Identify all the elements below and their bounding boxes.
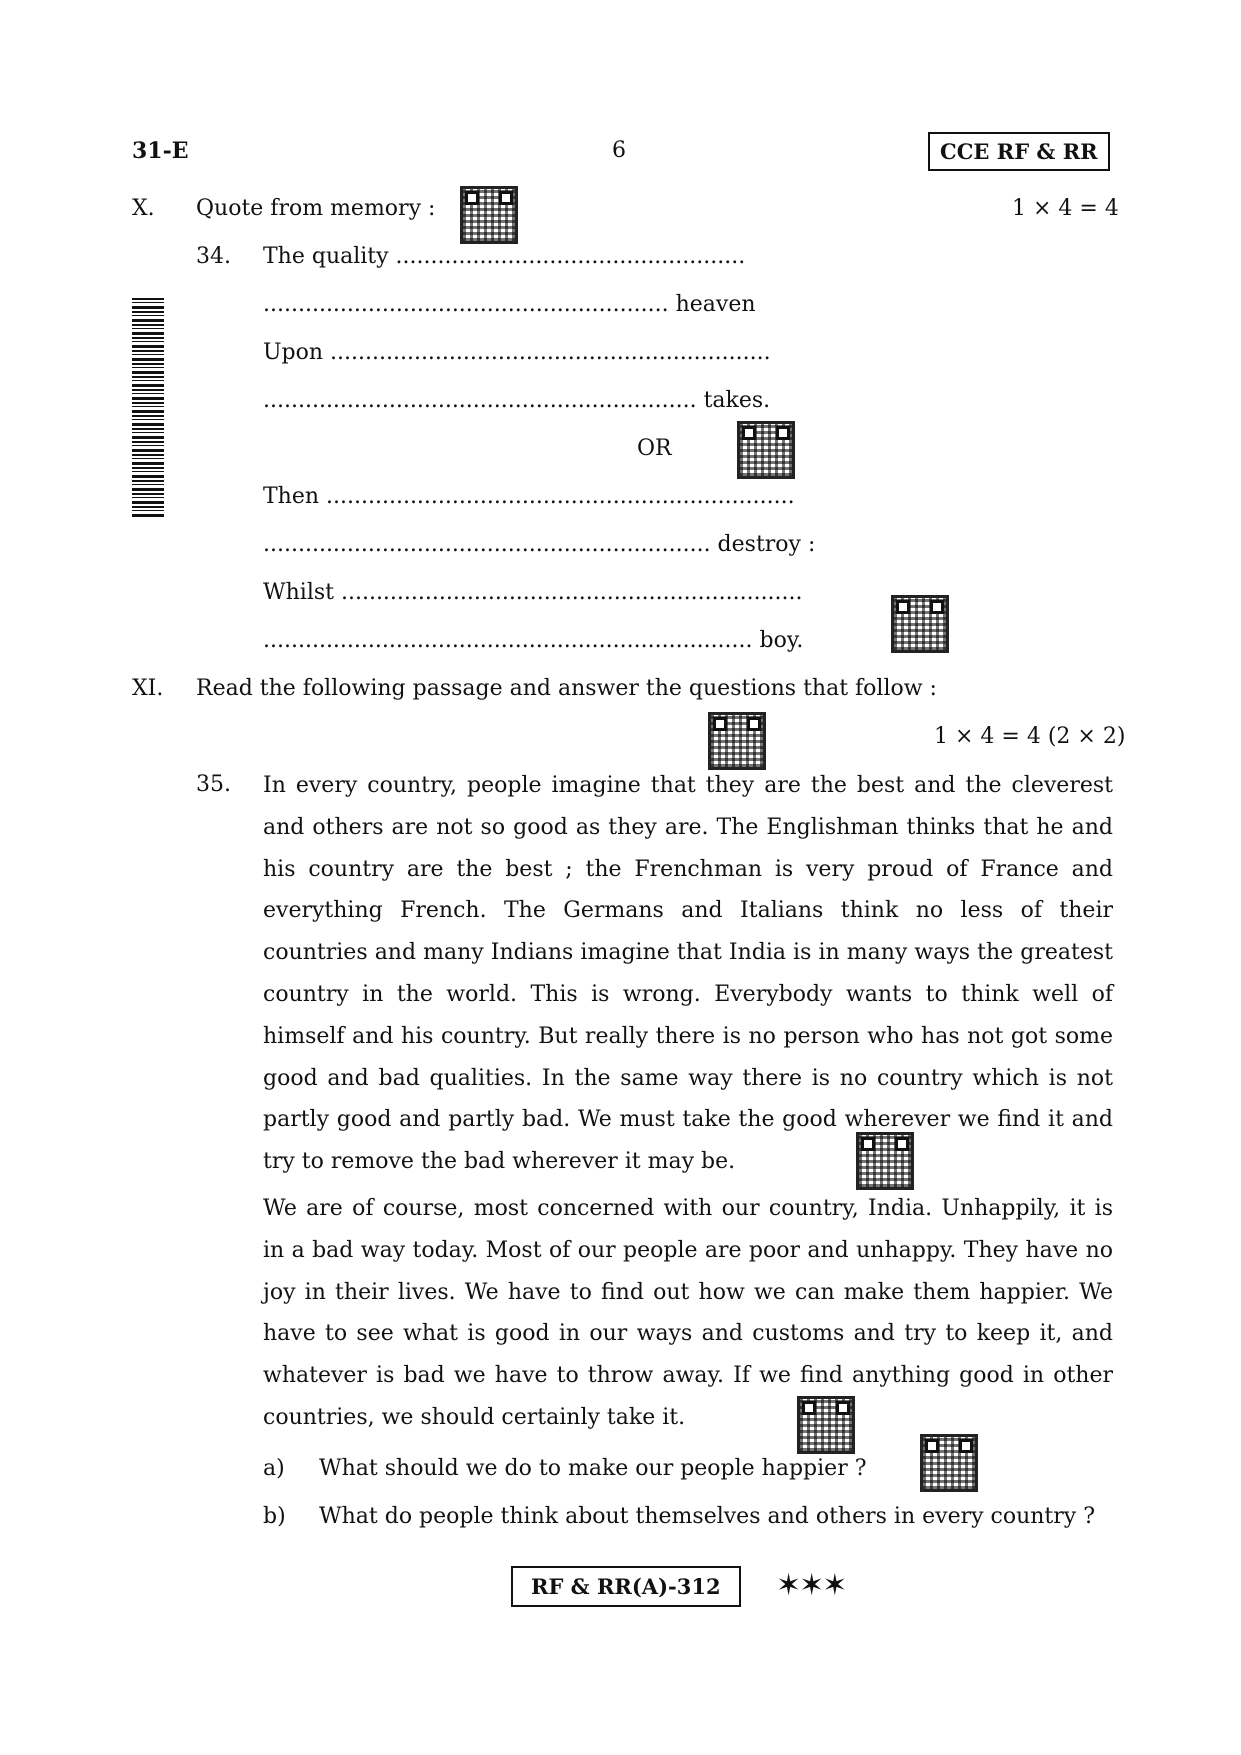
question-34-number: 34. — [196, 244, 231, 269]
barcode-image — [132, 298, 164, 518]
passage-paragraph-1 — [263, 765, 1113, 1183]
poem-line-6: ................................................................ destroy : — [263, 532, 816, 557]
question-b-text: What do people think about themselves and others in every country ? — [319, 1504, 1096, 1529]
section-x-instruction: Quote from memory : — [196, 196, 436, 221]
passage-paragraph-1-text: In every country, people imagine that they are the best and the cleverest and others are not so good as they are. The Englishman thinks that he and his country are the best ; the Frenchman is very proud of France and everything French. The Germans and Italians think no less of their countries and many Indians imagine that India is in many ways the greatest country in the world. This is wrong. Everybody wants to think well of himself and his country. But really there is no person who has not got some good and bad qualities. In the same way there is no country which is not partly good and partly bad. We must take the good wherever we find it and try to remove the bad wherever it may be. — [263, 773, 1113, 1175]
passage-paragraph-2-text: We are of course, most concerned with our country, India. Unhappily, it is in a bad way today. Most of our people are poor and unhappy. They have no joy in their lives. We have to find out how we can make them happier. We have to see what is good in our ways and customs and try to keep it, and whatever is bad we have to throw away. If we find anything good in other countries, we should certainly take it. — [263, 1196, 1113, 1430]
qr-code-icon — [797, 1396, 855, 1454]
footer-box-label: RF & RR(A)-312 — [511, 1566, 741, 1607]
section-x-marks: 1 × 4 = 4 — [1012, 196, 1119, 221]
poem-line-7: Whilst .................................................................. — [263, 580, 803, 605]
passage-paragraph-2 — [263, 1188, 1113, 1439]
section-xi-instruction: Read the following passage and answer the questions that follow : — [196, 676, 937, 701]
question-a-label: a) — [263, 1456, 285, 1481]
page-number: 6 — [612, 138, 626, 163]
section-xi-marks: 1 × 4 = 4 (2 × 2) — [934, 724, 1126, 749]
qr-code-icon — [891, 595, 949, 653]
qr-code-icon — [920, 1434, 978, 1492]
section-xi-numeral: XI. — [132, 676, 164, 701]
question-b-label: b) — [263, 1504, 286, 1529]
poem-line-2: .......................................................... heaven — [263, 292, 756, 317]
poem-line-4: .............................................................. takes. — [263, 388, 771, 413]
qr-code-icon — [708, 712, 766, 770]
qr-code-icon — [460, 186, 518, 244]
question-35-number: 35. — [196, 772, 231, 797]
question-a-text: What should we do to make our people happier ? — [319, 1456, 867, 1481]
poem-line-8: ...................................................................... boy. — [263, 628, 804, 653]
poem-line-5: Then ................................................................... — [263, 484, 795, 509]
or-label: OR — [637, 436, 672, 461]
header-box-label: CCE RF & RR — [928, 132, 1110, 171]
paper-code: 31-E — [132, 138, 189, 164]
qr-code-icon — [856, 1132, 914, 1190]
poem-line-1: The quality .................................................. — [263, 244, 746, 269]
qr-code-icon — [737, 421, 795, 479]
section-x-numeral: X. — [132, 196, 155, 221]
footer-stars: ✶✶✶ — [776, 1568, 846, 1603]
poem-line-3: Upon ............................................................... — [263, 340, 771, 365]
